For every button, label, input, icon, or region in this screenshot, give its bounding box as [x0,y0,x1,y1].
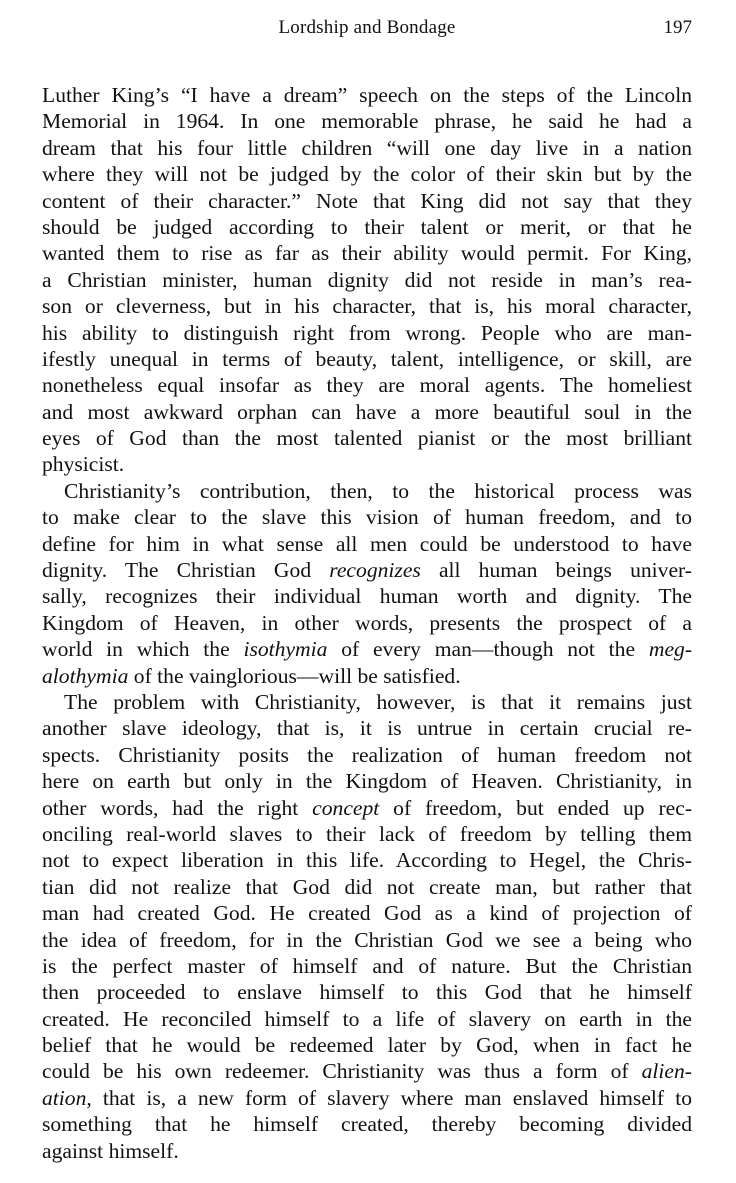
text-line [42,293,692,319]
text-segment: man had created God. He created God as a kind of projection of [42,901,692,926]
text-line [42,715,692,741]
text-segment: of freedom, but ended up rec- [379,795,693,820]
text-segment: Christianity’s contribution, then, to the historical process was [64,478,692,503]
text-segment: belief that he would be redeemed later by God, when in fact he [42,1033,692,1058]
text-line [42,399,692,425]
text-segment: another slave ideology, that is, it is untrue in certain crucial re- [42,716,692,741]
text-segment: the idea of freedom, for in the Christian God we see a being who [42,927,692,952]
text-line [42,953,692,979]
text-segment: content of their character.” Note that King did not say that they [42,188,692,213]
text-line [42,742,692,768]
text-segment: define for him in what sense all men could be understood to have [42,531,692,556]
text-line [42,214,692,240]
text-segment: Memorial in 1964. In one memorable phrase, he said he had a [42,109,692,134]
text-segment: dignity. The Christian God [42,558,330,583]
text-line [42,663,692,689]
text-segment: son or cleverness, but in his character, that is, his moral character, [42,294,692,319]
text-line [42,1138,692,1164]
text-segment: ifestly unequal in terms of beauty, talent, intelligence, or skill, are [42,346,692,371]
text-segment: a Christian minister, human dignity did not reside in man’s rea- [42,267,692,292]
italic-text-segment: recognizes [329,558,421,583]
text-line [42,108,692,134]
text-segment: Luther King’s “I have a dream” speech on the steps of the Lincoln [42,83,692,107]
text-segment: should be judged according to their talent or merit, or that he [42,214,692,239]
text-segment: is the perfect master of himself and of nature. But the Christian [42,953,692,978]
text-line [42,1032,692,1058]
text-segment: something that he himself created, thereby becoming divided [42,1112,692,1137]
text-segment: wanted them to rise as far as their ability would permit. For King, [42,241,692,266]
text-segment: tian did not realize that God did not create man, but rather that [42,874,692,899]
text-line [42,267,692,293]
text-line [42,636,692,662]
text-line [42,504,692,530]
text-segment: of the vainglorious—will be satisfied. [128,663,461,688]
text-line [42,900,692,926]
text-line [42,874,692,900]
text-segment: world in which the [42,637,244,662]
text-segment: sally, recognizes their individual human worth and dignity. The [42,584,692,609]
text-segment: all human beings univer- [420,558,692,583]
text-line [42,425,692,451]
text-segment: to make clear to the slave this vision of human freedom, and to [42,505,692,530]
text-line [42,979,692,1005]
italic-text-segment: ation [42,1085,87,1110]
text-segment: could be his own redeemer. Christianity was thus a form of [42,1059,642,1084]
text-line [42,82,692,108]
text-line [42,451,692,477]
text-segment: nonetheless equal insofar as they are moral agents. The homeliest [42,373,692,398]
text-segment: against himself. [42,1138,179,1163]
text-segment: The problem with Christianity, however, is that it remains just [64,689,692,714]
text-line [42,372,692,398]
text-line [42,161,692,187]
text-line [42,847,692,873]
running-title: Lordship and Bondage [278,17,456,38]
text-segment: not to expect liberation in this life. According to Hegel, the Chris- [42,848,692,873]
text-segment: spects. Christianity posits the realization of human freedom not [42,742,692,767]
italic-text-segment: alothymia [42,663,129,688]
text-line [42,240,692,266]
text-line [42,1006,692,1032]
text-line [42,346,692,372]
italic-text-segment: meg- [648,637,693,662]
text-segment: created. He reconciled himself to a life of slavery on earth in the [42,1006,692,1031]
text-segment: and most awkward orphan can have a more beautiful soul in the [42,399,692,424]
text-line [42,320,692,346]
text-segment: onciling real-world slaves to their lack of freedom by telling them [42,821,692,846]
italic-text-segment: alien- [641,1059,692,1084]
page-number: 197 [663,17,692,38]
text-line [42,689,692,715]
text-line [42,478,692,504]
text-segment: then proceeded to enslave himself to this God that he himself [42,980,692,1005]
text-line [42,531,692,557]
text-line [42,135,692,161]
text-segment: Kingdom of Heaven, in other words, presents the prospect of a [42,610,692,635]
text-segment: , that is, a new form of slavery where man enslaved himself to [86,1085,692,1110]
text-segment: his ability to distinguish right from wrong. People who are man- [42,320,692,345]
text-line [42,768,692,794]
text-segment: other words, had the right [42,795,313,820]
text-line [42,1111,692,1137]
text-segment: here on earth but only in the Kingdom of Heaven. Christianity, in [42,769,692,794]
text-segment: where they will not be judged by the color of their skin but by the [42,162,692,187]
text-segment: physicist. [42,452,125,477]
italic-text-segment: isothymia [243,637,328,662]
italic-text-segment: concept [312,795,380,820]
text-line [42,1085,692,1111]
body-text [42,82,692,1164]
text-segment: eyes of God than the most talented pianist or the most brilliant [42,426,692,451]
text-line [42,795,692,821]
text-line [42,188,692,214]
text-line [42,557,692,583]
text-line [42,821,692,847]
text-line [42,610,692,636]
text-line [42,583,692,609]
text-segment: dream that his four little children “will one day live in a nation [42,135,692,160]
text-line [42,927,692,953]
text-line [42,1058,692,1084]
text-segment: of every man—though not the [327,637,649,662]
running-head [42,14,692,42]
